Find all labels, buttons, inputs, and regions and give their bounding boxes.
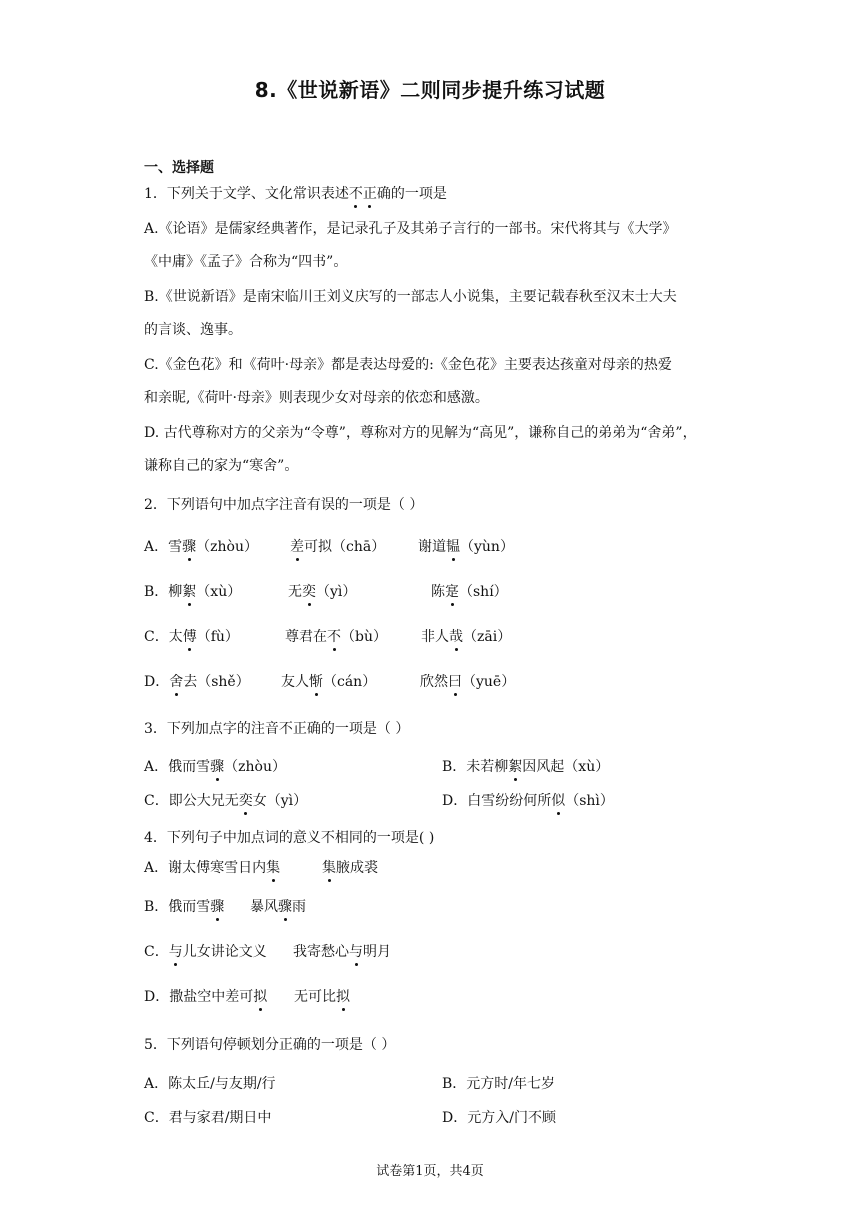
- emphasis-char: 骤: [210, 899, 225, 915]
- q4-d-item2: 无可比拟: [294, 989, 350, 1005]
- q2-stem: 2．下列语句中加点字注音有误的一项是（ ）: [144, 497, 424, 513]
- emphasis-char: 惭: [309, 674, 323, 690]
- q2-d-item3: 欣然曰（yuē）: [420, 674, 516, 690]
- q3-option-b: B．未若柳絮因风起（xù）: [442, 759, 610, 775]
- q1-option-a-line2: 《中庸》《孟子》合称为“四书”。: [144, 254, 348, 270]
- emphasis-char: 骤: [278, 899, 292, 915]
- q3-stem: 3．下列加点字的注音不正确的一项是（ ）: [144, 721, 410, 737]
- page-footer: 试卷第1页，共4页: [376, 1164, 484, 1179]
- q2-d-item2: 友人惭（cán）: [281, 674, 377, 690]
- q2-c-item2: 尊君在不（bù）: [285, 629, 387, 645]
- q2-a-item3: 谢道韫（yùn）: [418, 539, 514, 555]
- emphasis-char: 集: [322, 860, 336, 876]
- q4-b-item1: B．俄而雪骤: [144, 899, 225, 915]
- emphasis-char: 傅: [182, 629, 197, 645]
- emphasis-char: 舍: [169, 674, 184, 690]
- section-heading: 一、选择题: [144, 160, 214, 176]
- emphasis-char: 哉: [449, 629, 463, 645]
- q4-a-item2: 集腋成裘: [322, 860, 378, 876]
- q5-option-c: C．君与家君/期日中: [144, 1110, 272, 1126]
- q2-d-item1: D．舍去（shě）: [144, 674, 250, 690]
- q4-b-item2: 暴风骤雨: [250, 899, 306, 915]
- emphasis-char: 奕: [302, 584, 316, 600]
- q2-b-item2: 无奕（yì）: [288, 584, 357, 600]
- q1-option-d-line2: 谦称自己的家为“寒舍”。: [144, 458, 299, 474]
- q1-option-d-line1: D. 古代尊称对方的父亲为“令尊”，尊称对方的见解为“高见”，谦称自己的弟弟为“舍弟”，: [144, 425, 697, 441]
- q1-option-c-line1: C.《金色花》和《荷叶·母亲》都是表达母爱的:《金色花》主要表达孩童对母亲的热爱: [144, 357, 672, 373]
- q2-b-item3: 陈寔（shí）: [431, 584, 508, 600]
- emphasis-char: 差: [290, 539, 304, 555]
- q2-c-item1: C．太傅（fù）: [144, 629, 239, 645]
- page-title: 8.《世说新语》二则同步提升练习试题: [254, 78, 606, 102]
- q2-a-item2: 差可拟（chā）: [290, 539, 386, 555]
- q3-option-c: C．即公大兄无奕女（yì）: [144, 793, 308, 809]
- q5-stem: 5．下列语句停顿划分正确的一项是（ ）: [144, 1037, 396, 1053]
- q4-a-item1: A．谢太傅寒雪日内集: [144, 860, 281, 876]
- q2-a-item1: A．雪骤（zhòu）: [144, 539, 258, 555]
- q4-c-item2: 我寄愁心与明月: [293, 944, 391, 960]
- q4-c-item1: C．与儿女讲论文义: [144, 944, 267, 960]
- q1-option-b-line2: 的言谈、逸事。: [144, 322, 242, 338]
- q3-option-d: D．白雪纷纷何所似（shì）: [442, 793, 614, 809]
- emphasis-char: 絮: [182, 584, 197, 600]
- emphasis-char: 不: [348, 186, 363, 202]
- q4-stem: 4．下列句子中加点词的意义不相同的一项是( ): [144, 830, 435, 846]
- emphasis-char: 集: [266, 860, 281, 876]
- q1-option-a-line1: A.《论语》是儒家经典著作，是记录孔子及其弟子言行的一部书。宋代将其与《大学》: [144, 221, 677, 237]
- q5-option-a: A．陈太丘/与友期/行: [144, 1076, 276, 1092]
- emphasis-char: 曰: [448, 674, 462, 690]
- q5-option-b: B．元方时/年七岁: [442, 1076, 556, 1092]
- emphasis-char: 韫: [446, 539, 460, 555]
- q1-option-c-line2: 和亲昵,《荷叶·母亲》则表现少女对母亲的依恋和感激。: [144, 390, 489, 406]
- q4-d-item1: D．撒盐空中差可拟: [144, 989, 268, 1005]
- q5-option-d: D．元方入/门不顾: [442, 1110, 556, 1126]
- emphasis-char: 奕: [238, 793, 253, 809]
- emphasis-char: 骤: [182, 539, 197, 555]
- emphasis-char: 与: [349, 944, 363, 960]
- emphasis-char: 拟: [253, 989, 268, 1005]
- emphasis-char: 不: [327, 629, 341, 645]
- q1-option-b-line1: B.《世说新语》是南宋临川王刘义庆写的一部志人小说集，主要记载春秋至汉末士大夫: [144, 289, 677, 305]
- emphasis-char: 正: [362, 186, 377, 202]
- emphasis-char: 寔: [445, 584, 459, 600]
- emphasis-char: 骤: [210, 759, 225, 775]
- emphasis-char: 拟: [336, 989, 350, 1005]
- q1-stem: 1．下列关于文学、文化常识表述不正确的一项是: [144, 186, 447, 202]
- q2-c-item3: 非人哉（zāi）: [421, 629, 512, 645]
- q2-b-item1: B．柳絮（xù）: [144, 584, 242, 600]
- q3-option-a: A．俄而雪骤（zhòu）: [144, 759, 286, 775]
- emphasis-char: 与: [168, 944, 183, 960]
- emphasis-char: 似: [551, 793, 566, 809]
- emphasis-char: 絮: [508, 759, 523, 775]
